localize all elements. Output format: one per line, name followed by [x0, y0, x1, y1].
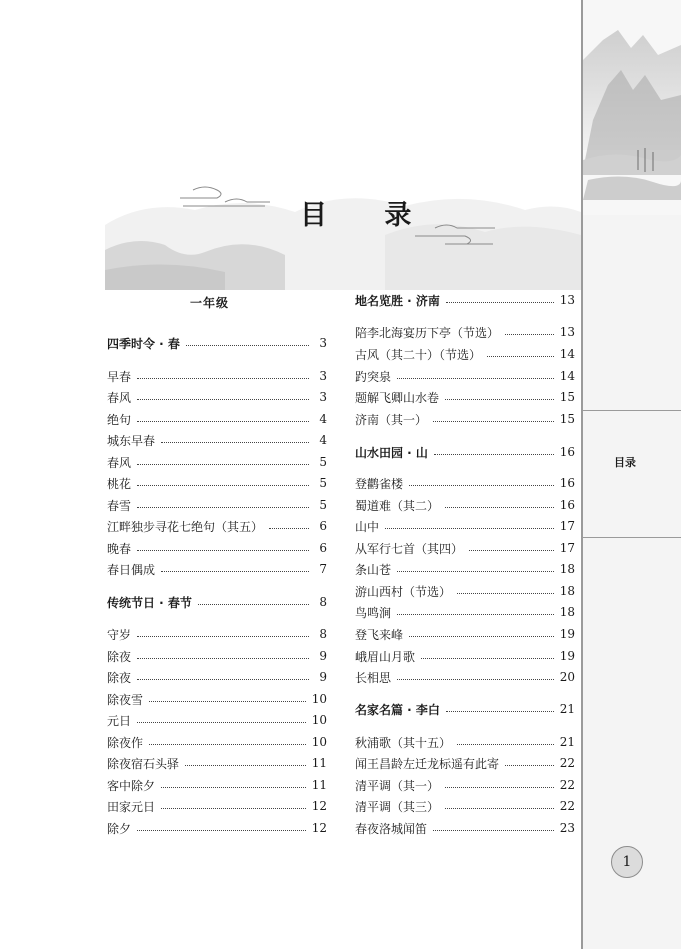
- toc-page-number: 8: [319, 627, 327, 641]
- toc-entry-title: 游山西村（节选）: [355, 584, 452, 599]
- toc-entry: [107, 367, 327, 385]
- toc-page-number: 23: [559, 821, 575, 835]
- toc-entry: [355, 539, 575, 557]
- toc-entry: [355, 474, 575, 492]
- toc-entry-title: 客中除夕: [107, 778, 156, 793]
- toc-entry: [107, 690, 327, 708]
- toc-entry: [107, 474, 327, 492]
- toc-page-number: 6: [319, 541, 327, 555]
- toc-entry-title: 传统节日 · 春节: [107, 595, 192, 610]
- toc-page-number: 11: [311, 756, 327, 770]
- toc-entry: [355, 625, 575, 643]
- toc-page-number: 16: [559, 445, 575, 459]
- side-divider-bottom: [583, 537, 681, 538]
- leader-dots: [421, 658, 554, 659]
- leader-dots: [409, 636, 554, 637]
- toc-entry-title: 趵突泉: [355, 369, 392, 384]
- toc-entry: [107, 711, 327, 729]
- leader-dots: [137, 378, 309, 379]
- toc-entry-title: 除夜作: [107, 735, 144, 750]
- toc-page-number: 6: [319, 519, 327, 533]
- toc-page-number: 15: [559, 412, 575, 426]
- toc-entry-title: 登飞来峰: [355, 627, 404, 642]
- toc-entry-title: 长相思: [355, 670, 392, 685]
- toc-page-number: 16: [559, 498, 575, 512]
- toc-entry-title: 鸟鸣涧: [355, 605, 392, 620]
- leader-dots: [137, 722, 306, 723]
- toc-entry: [107, 431, 327, 449]
- toc-entry-title: 桃花: [107, 476, 132, 491]
- toc-entry-title: 绝句: [107, 412, 132, 427]
- leader-dots: [137, 507, 309, 508]
- leader-dots: [505, 334, 554, 335]
- toc-page-number: 10: [311, 692, 327, 706]
- toc-page-number: 19: [559, 627, 575, 641]
- toc-page-number: 14: [559, 369, 575, 383]
- toc-entry: [107, 625, 327, 643]
- toc-entry-title: 济南（其一）: [355, 412, 428, 427]
- toc-entry: [355, 367, 575, 385]
- toc-entry: [107, 754, 327, 772]
- toc-entry: [107, 797, 327, 815]
- toc-page-number: 21: [559, 735, 575, 749]
- toc-page-number: 17: [559, 519, 575, 533]
- toc-entry: [107, 819, 327, 837]
- leader-dots: [137, 464, 309, 465]
- toc-page-number: 21: [559, 702, 575, 716]
- leader-dots: [161, 442, 309, 443]
- toc-entry-title: 城东早春: [107, 433, 156, 448]
- leader-dots: [446, 711, 554, 712]
- toc-section-heading: [355, 291, 575, 309]
- toc-section-heading: [107, 593, 327, 611]
- leader-dots: [445, 787, 554, 788]
- leader-dots: [137, 485, 309, 486]
- toc-entry: [107, 410, 327, 428]
- grade-heading: 一年级: [190, 296, 230, 310]
- toc-page-number: 4: [319, 412, 327, 426]
- toc-entry: [355, 323, 575, 341]
- toc-page-number: 5: [319, 476, 327, 490]
- toc-entry-title: 除夜: [107, 649, 132, 664]
- leader-dots: [433, 830, 554, 831]
- toc-entry: [355, 560, 575, 578]
- toc-page-number: 14: [559, 347, 575, 361]
- toc-entry: [355, 582, 575, 600]
- toc-entry-title: 从军行七首（其四）: [355, 541, 464, 556]
- toc-entry-title: 田家元日: [107, 799, 156, 814]
- leader-dots: [269, 528, 309, 529]
- leader-dots: [137, 421, 309, 422]
- toc-entry: [107, 668, 327, 686]
- toc-page-number: 12: [311, 821, 327, 835]
- toc-entry: [355, 517, 575, 535]
- toc-entry: [107, 733, 327, 751]
- toc-entry: [355, 647, 575, 665]
- toc-page-number: 3: [319, 369, 327, 383]
- leader-dots: [434, 454, 554, 455]
- toc-entry: [355, 754, 575, 772]
- leader-dots: [137, 679, 309, 680]
- toc-entry-title: 题解飞卿山水卷: [355, 390, 440, 405]
- leader-dots: [487, 356, 554, 357]
- toc-page-number: 22: [559, 756, 575, 770]
- toc-entry-title: 春雪: [107, 498, 132, 513]
- toc-page-number: 9: [319, 649, 327, 663]
- leader-dots: [457, 593, 554, 594]
- toc-page-number: 11: [311, 778, 327, 792]
- toc-entry: [355, 345, 575, 363]
- toc-entry: [107, 517, 327, 535]
- leader-dots: [161, 808, 306, 809]
- toc-entry: [355, 819, 575, 837]
- toc-entry-title: 峨眉山月歌: [355, 649, 416, 664]
- leader-dots: [445, 808, 554, 809]
- toc-page-number: 5: [319, 455, 327, 469]
- toc-entry-title: 除夕: [107, 821, 132, 836]
- toc-page-number: 16: [559, 476, 575, 490]
- leader-dots: [149, 744, 306, 745]
- toc-page-number: 10: [311, 713, 327, 727]
- leader-dots: [469, 550, 554, 551]
- leader-dots: [137, 830, 306, 831]
- side-divider-top: [583, 410, 681, 411]
- toc-entry-title: 元日: [107, 713, 132, 728]
- toc-entry: [355, 410, 575, 428]
- toc-page-number: 18: [559, 584, 575, 598]
- toc-entry-title: 除夜: [107, 670, 132, 685]
- toc-page-number: 13: [559, 293, 575, 307]
- toc-section-heading: [355, 443, 575, 461]
- leader-dots: [149, 701, 306, 702]
- toc-entry: [355, 603, 575, 621]
- toc-page-number: 4: [319, 433, 327, 447]
- leader-dots: [186, 345, 309, 346]
- toc-entry: [107, 776, 327, 794]
- toc-page-number: 20: [559, 670, 575, 684]
- leader-dots: [161, 787, 306, 788]
- toc-page-number: 13: [559, 325, 575, 339]
- leader-dots: [185, 765, 306, 766]
- toc-entry-title: 陪李北海宴历下亭（节选）: [355, 325, 500, 340]
- toc-entry-title: 山水田园 · 山: [355, 445, 428, 460]
- toc-entry-title: 古风（其二十）（节选）: [355, 347, 482, 362]
- toc-entry-title: 除夜宿石头驿: [107, 756, 180, 771]
- toc-page-number: 8: [319, 595, 327, 609]
- toc-entry: [107, 539, 327, 557]
- toc-entry-title: 条山苍: [355, 562, 392, 577]
- leader-dots: [385, 528, 554, 529]
- toc-entry: [107, 496, 327, 514]
- toc-entry: [107, 647, 327, 665]
- toc-entry-title: 清平调（其一）: [355, 778, 440, 793]
- toc-entry-title: 守岁: [107, 627, 132, 642]
- toc-entry-title: 春风: [107, 455, 132, 470]
- toc-entry: [355, 797, 575, 815]
- landscape-illustration: [583, 0, 681, 215]
- toc-entry-title: 蜀道难（其二）: [355, 498, 440, 513]
- page-title: 目 录: [300, 200, 436, 231]
- leader-dots: [505, 765, 554, 766]
- toc-page-number: 5: [319, 498, 327, 512]
- toc-page-number: 12: [311, 799, 327, 813]
- toc-entry: [355, 388, 575, 406]
- toc-entry-title: 登鹳雀楼: [355, 476, 404, 491]
- leader-dots: [409, 485, 554, 486]
- leader-dots: [137, 550, 309, 551]
- leader-dots: [397, 614, 554, 615]
- toc-entry: [355, 733, 575, 751]
- toc-page-number: 7: [319, 562, 327, 576]
- leader-dots: [161, 571, 309, 572]
- toc-entry: [107, 560, 327, 578]
- toc-entry: [107, 388, 327, 406]
- toc-page-number: 19: [559, 649, 575, 663]
- toc-page-number: 18: [559, 562, 575, 576]
- toc-entry-title: 闻王昌龄左迁龙标遥有此寄: [355, 756, 500, 771]
- leader-dots: [445, 399, 554, 400]
- page-number: 1: [611, 846, 643, 878]
- toc-page-number: 3: [319, 390, 327, 404]
- toc-page-number: 3: [319, 336, 327, 350]
- toc-entry-title: 晚春: [107, 541, 132, 556]
- toc-entry-title: 名家名篇 · 李白: [355, 702, 440, 717]
- leader-dots: [446, 302, 554, 303]
- leader-dots: [397, 679, 554, 680]
- toc-entry: [107, 453, 327, 471]
- toc-entry-title: 除夜雪: [107, 692, 144, 707]
- toc-page-number: 22: [559, 778, 575, 792]
- toc-entry-title: 四季时令 · 春: [107, 336, 180, 351]
- toc-entry: [355, 668, 575, 686]
- toc-page-number: 17: [559, 541, 575, 555]
- leader-dots: [457, 744, 554, 745]
- toc-page-number: 10: [311, 735, 327, 749]
- toc-entry-title: 江畔独步寻花七绝句（其五）: [107, 519, 264, 534]
- leader-dots: [397, 571, 554, 572]
- toc-entry: [355, 496, 575, 514]
- leader-dots: [433, 421, 554, 422]
- toc-entry-title: 春夜洛城闻笛: [355, 821, 428, 836]
- toc-entry-title: 春日偶成: [107, 562, 156, 577]
- toc-page-number: 18: [559, 605, 575, 619]
- margin-rule: [581, 0, 583, 949]
- toc-page-number: 22: [559, 799, 575, 813]
- toc-entry-title: 春风: [107, 390, 132, 405]
- toc-section-heading: [355, 700, 575, 718]
- toc-page-number: 9: [319, 670, 327, 684]
- side-label: 目录: [614, 456, 636, 469]
- leader-dots: [137, 399, 309, 400]
- leader-dots: [198, 604, 309, 605]
- toc-entry-title: 早春: [107, 369, 132, 384]
- toc-section-heading: [107, 334, 327, 352]
- leader-dots: [137, 636, 309, 637]
- toc-page-number: 15: [559, 390, 575, 404]
- toc-entry: [355, 776, 575, 794]
- toc-entry-title: 秋浦歌（其十五）: [355, 735, 452, 750]
- leader-dots: [445, 507, 554, 508]
- toc-entry-title: 山中: [355, 519, 380, 534]
- leader-dots: [137, 658, 309, 659]
- toc-entry-title: 清平调（其三）: [355, 799, 440, 814]
- leader-dots: [397, 378, 554, 379]
- toc-entry-title: 地名览胜 · 济南: [355, 293, 440, 308]
